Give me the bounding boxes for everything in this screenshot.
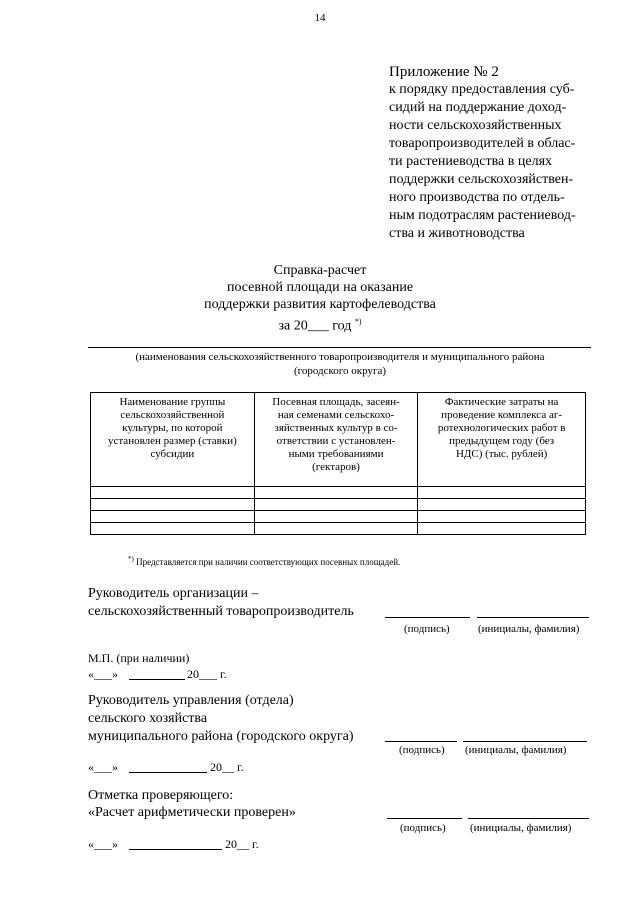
checker-line2: «Расчет арифметически проверен»	[88, 805, 296, 820]
table-cell[interactable]	[91, 499, 255, 511]
head-org-name-line[interactable]	[477, 617, 589, 618]
appendix-title: Приложение № 2	[389, 64, 499, 80]
checker-name-line[interactable]	[468, 818, 589, 819]
title-line: Справка-расчет	[273, 263, 367, 278]
appendix-line: ным подотраслям растениевод-	[389, 208, 576, 223]
footnote-text: Представляется при наличии соответствующих посевных площадей.	[136, 557, 401, 567]
checker-date-month-line[interactable]	[129, 849, 222, 850]
appendix-line: сидий на поддержание доход-	[389, 100, 567, 115]
appendix-line: ности сельскохозяйственных	[389, 118, 562, 133]
table-cell[interactable]	[91, 487, 255, 499]
head-org-signature-caption: (подпись)	[404, 623, 450, 635]
title-line: поддержки развития картофелеводства	[204, 297, 436, 312]
table-cell[interactable]	[418, 487, 586, 499]
table-row	[91, 511, 586, 523]
appendix-line: ти растениеводства в целях	[389, 154, 553, 169]
footnote	[128, 555, 400, 567]
table-row	[91, 499, 586, 511]
appendix-line: к порядку предоставления суб-	[389, 82, 575, 97]
table-cell[interactable]	[418, 499, 586, 511]
table-row	[91, 523, 586, 535]
head-dept-signature-caption: (подпись)	[399, 744, 445, 756]
table-cell[interactable]	[418, 511, 586, 523]
stamp-date-day: «___»	[88, 667, 118, 681]
organization-caption	[80, 350, 600, 378]
calculation-table	[90, 392, 586, 535]
header-crop-group: Наименование группы сельскохозяйственной культуры, по которой установлен размер (ставки) субсидии	[91, 393, 255, 487]
appendix-block	[389, 63, 619, 243]
organization-blank-line	[88, 347, 591, 348]
head-dept-date-year: 20__ г.	[210, 760, 244, 774]
stamp-label: М.П. (при наличии)	[88, 651, 190, 665]
head-dept-name-line[interactable]	[463, 741, 587, 742]
document-title	[0, 262, 640, 335]
title-year: за 20___ год	[278, 318, 352, 334]
stamp-date-month-line[interactable]	[129, 679, 185, 680]
appendix-line: ного производства по отдель-	[389, 190, 565, 205]
appendix-line: ства и животноводства	[389, 226, 525, 241]
head-dept-signature-line[interactable]	[385, 741, 457, 742]
table-cell[interactable]	[254, 523, 418, 535]
head-dept-line1: Руководитель управления (отдела)	[88, 693, 294, 708]
appendix-line: товаропроизводителей в облас-	[389, 136, 576, 151]
table-header-row	[91, 393, 586, 487]
head-dept-name-caption: (инициалы, фамилия)	[465, 744, 567, 756]
head-dept-line2: сельского хозяйства	[88, 711, 208, 726]
checker-name-caption: (инициалы, фамилия)	[470, 822, 572, 834]
checker-date-year: 20__ г.	[225, 837, 259, 851]
table-cell[interactable]	[418, 523, 586, 535]
title-footnote-mark: *)	[354, 317, 362, 326]
checker-signature-caption: (подпись)	[400, 822, 446, 834]
stamp-date-year: 20___ г.	[187, 667, 227, 681]
checker-signature-line[interactable]	[387, 818, 462, 819]
checker-date-day: «___»	[88, 837, 118, 851]
organization-caption-line: (городского округа)	[293, 365, 387, 377]
footnote-mark: *)	[128, 555, 134, 563]
title-line: посевной площади на оказание	[226, 280, 414, 295]
head-org-line2: сельскохозяйственный товаропроизводитель	[88, 604, 354, 619]
organization-caption-line: (наименования сельскохозяйственного товаропроизводителя и муниципального района	[135, 351, 545, 363]
table-row	[91, 487, 586, 499]
table-cell[interactable]	[254, 499, 418, 511]
page-number: 14	[314, 12, 326, 24]
checker-line1: Отметка проверяющего:	[88, 788, 234, 803]
appendix-line: поддержки сельскохозяйствен-	[389, 172, 574, 187]
header-sown-area: Посевная площадь, засеян- ная семенами сельскохо- зяйственных культур в со- ответствии с установлен- ными требованиями (гектаров)	[254, 393, 418, 487]
head-dept-date-month-line[interactable]	[129, 772, 207, 773]
table-cell[interactable]	[254, 487, 418, 499]
header-actual-costs: Фактические затраты на проведение комплекса аг- ротехнологических работ в предыдущем году (без НДС) (тыс. рублей)	[418, 393, 586, 487]
head-org-name-caption: (инициалы, фамилия)	[478, 623, 580, 635]
table-cell[interactable]	[254, 511, 418, 523]
head-dept-date-day: «___»	[88, 760, 118, 774]
head-dept-line3: муниципального района (городского округа)	[88, 729, 354, 744]
title-year-line	[0, 313, 640, 335]
head-org-line1: Руководитель организации –	[88, 586, 259, 601]
table-cell[interactable]	[91, 511, 255, 523]
head-org-signature-line[interactable]	[385, 617, 470, 618]
table-cell[interactable]	[91, 523, 255, 535]
